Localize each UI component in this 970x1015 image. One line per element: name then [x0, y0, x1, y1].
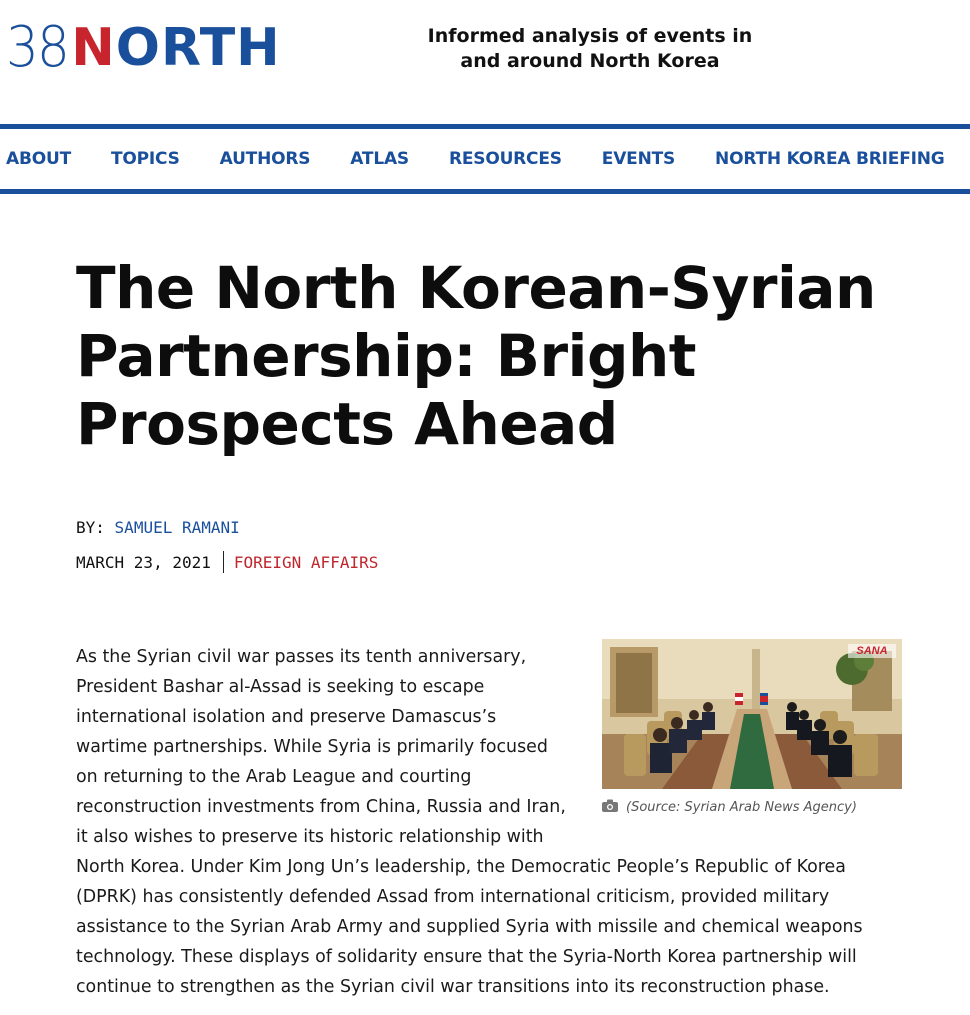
article-body — [76, 642, 876, 1002]
logo-number: 38 — [6, 15, 68, 80]
byline-prefix: BY: — [76, 518, 105, 537]
logo-wordmark — [71, 18, 281, 78]
main-nav — [0, 124, 970, 194]
publish-date: MARCH 23, 2021 — [76, 552, 211, 572]
caption-text: (Source: Syrian Arab News Agency) — [626, 800, 857, 815]
tagline-line-1: Informed analysis of events in — [427, 25, 753, 47]
body-line: it also wishes to preserve its historic relationship with — [76, 827, 544, 847]
photo-watermark: SANA — [856, 645, 888, 657]
title-line: Partnership: Bright — [76, 322, 696, 390]
site-logo[interactable] — [6, 15, 281, 80]
meta-divider — [223, 551, 224, 573]
tagline-line-2: and around North Korea — [460, 50, 720, 72]
nav-item-resources[interactable]: RESOURCES — [448, 149, 562, 169]
byline — [76, 518, 240, 537]
nav-list — [0, 129, 970, 189]
body-line: international isolation and preserve Damascus’s — [76, 707, 497, 727]
nav-item-authors[interactable]: AUTHORS — [219, 149, 311, 169]
body-line: (DPRK) has consistently defended Assad from international criticism, provided military — [76, 887, 830, 907]
body-line: reconstruction investments from China, Russia and Iran, — [76, 797, 566, 817]
body-line: continue to strengthen as the Syrian civil war transitions into its reconstruction phase. — [76, 977, 830, 997]
article-title — [76, 254, 936, 458]
body-line: wartime partnerships. While Syria is primarily focused — [76, 737, 548, 757]
body-line: North Korea. Under Kim Jong Un’s leadership, the Democratic People’s Republic of Korea — [76, 857, 846, 877]
body-line: technology. These displays of solidarity ensure that the Syria-North Korea partnership will — [76, 947, 857, 967]
nav-item-north-korea-briefing[interactable]: NORTH KOREA BRIEFING — [715, 149, 945, 169]
body-line: President Bashar al-Assad is seeking to escape — [76, 677, 485, 697]
title-line: The North Korean-Syrian — [76, 254, 876, 322]
site-header — [0, 0, 970, 124]
article-meta — [76, 551, 378, 573]
body-line: As the Syrian civil war passes its tenth anniversary, — [76, 647, 527, 667]
body-line: assistance to the Syrian Arab Army and supplied Syria with missile and chemical weapons — [76, 917, 863, 937]
site-tagline — [420, 24, 760, 74]
body-line: on returning to the Arab League and courting — [76, 767, 472, 787]
logo-letter-n: N — [71, 18, 116, 78]
author-link[interactable]: SAMUEL RAMANI — [114, 518, 240, 537]
nav-item-atlas[interactable]: ATLAS — [350, 149, 409, 169]
nav-item-events[interactable]: EVENTS — [601, 149, 676, 169]
logo-letters-orth: ORTH — [115, 18, 281, 78]
nav-item-about[interactable]: ABOUT — [6, 149, 71, 169]
category-link[interactable]: FOREIGN AFFAIRS — [233, 552, 379, 572]
nav-item-topics[interactable]: TOPICS — [110, 149, 180, 169]
title-line: Prospects Ahead — [76, 390, 618, 458]
